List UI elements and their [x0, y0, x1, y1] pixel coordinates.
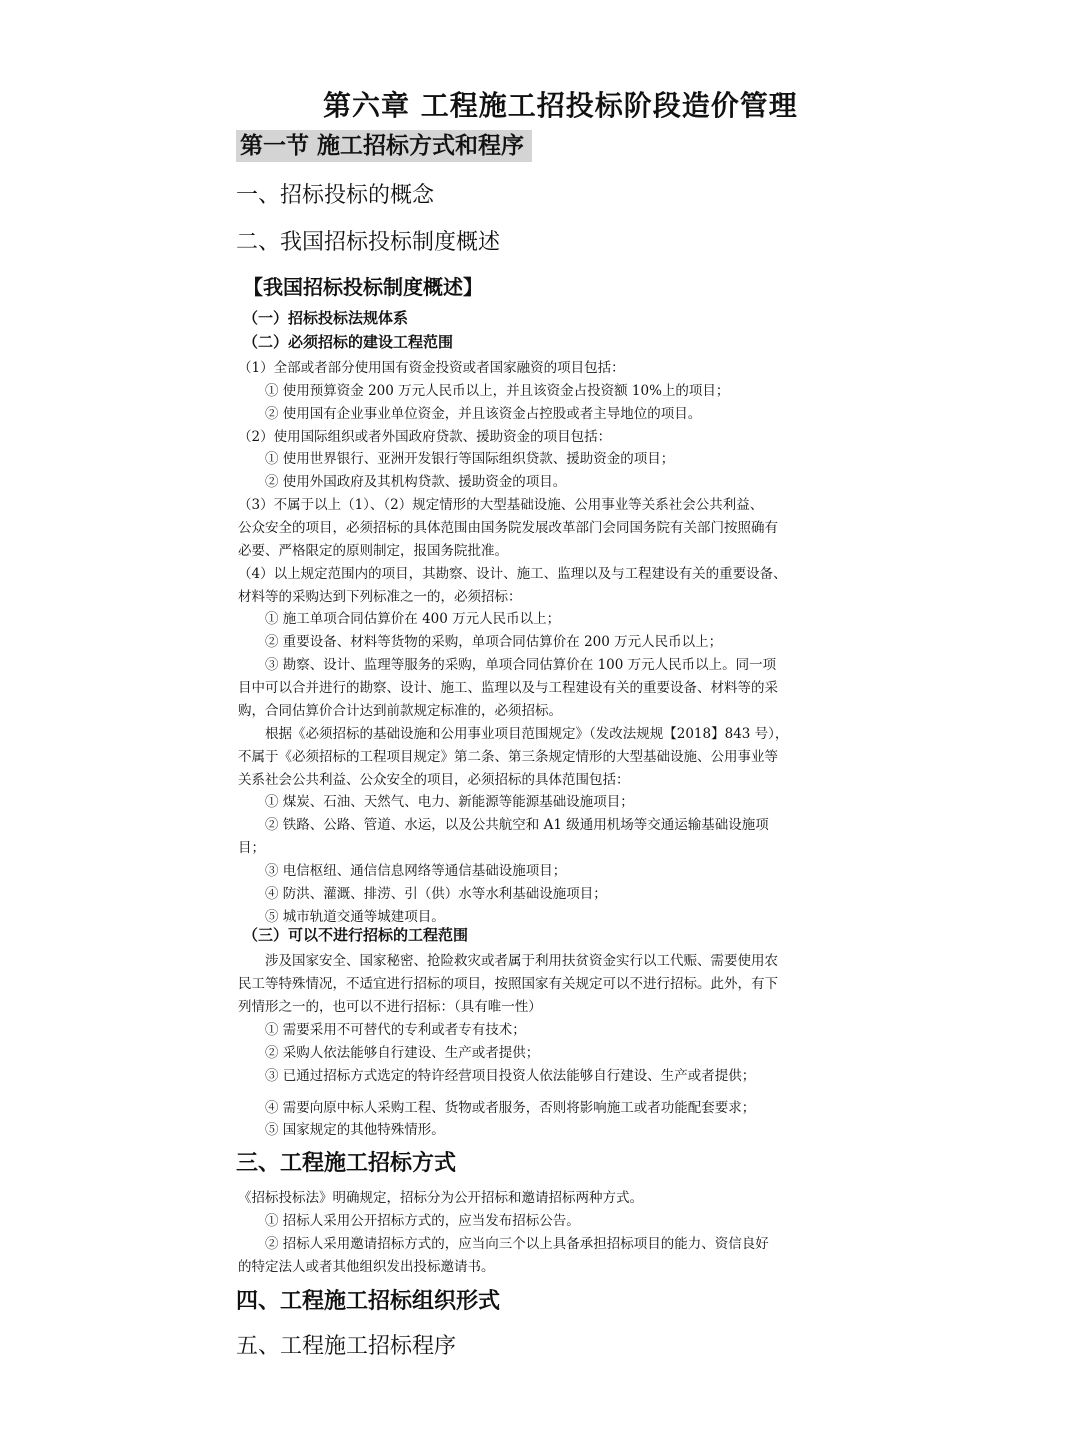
paragraph-line: 材料等的采购达到下列标准之一的，必须招标：: [238, 589, 522, 605]
paragraph-line: 购，合同估算价合计达到前款规定标准的，必须招标。: [238, 703, 562, 719]
section-title: 第一节 施工招标方式和程序: [236, 130, 532, 162]
list-item: ② 招标人采用邀请招标方式的，应当向三个以上具备承担招标项目的能力、资信良好: [265, 1236, 769, 1252]
heading-organization-forms: 四、工程施工招标组织形式: [236, 1288, 501, 1314]
subheading-must-bid-scope: （二）必须招标的建设工程范围: [243, 333, 454, 351]
list-item: ① 需要采用不可替代的专利或者专有技术；: [265, 1022, 526, 1038]
subheading-laws: （一）招标投标法规体系: [243, 309, 409, 327]
heading-bidding-procedure: 五、工程施工招标程序: [236, 1334, 457, 1359]
list-item: ⑤ 国家规定的其他特殊情形。: [265, 1122, 445, 1138]
list-item: ④ 需要向原中标人采购工程、货物或者服务，否则将影响施工或者功能配套要求；: [265, 1100, 756, 1116]
list-item: ② 采购人依法能够自行建设、生产或者提供；: [265, 1045, 540, 1061]
paragraph: 《招标投标法》明确规定，招标分为公开招标和邀请招标两种方式。: [238, 1190, 643, 1206]
list-item: ① 施工单项合同估算价在 400 万元人民币以上；: [265, 611, 561, 627]
list-item: ② 使用国有企业事业单位资金，并且该资金占控股或者主导地位的项目。: [265, 406, 702, 422]
list-item: ③ 电信枢纽、通信信息网络等通信基础设施项目；: [265, 863, 567, 879]
paragraph-line: （3）不属于以上（1）、（2）规定情形的大型基础设施、公用事业等关系社会公共利益、: [238, 497, 764, 513]
paragraph-line: 关系社会公共利益、公众安全的项目，必须招标的具体范围包括：: [238, 772, 630, 788]
chapter-title: 第六章 工程施工招投标阶段造价管理: [323, 89, 798, 122]
list-item: ④ 防洪、灌溉、排涝、引（供）水等水利基础设施项目；: [265, 886, 607, 902]
list-item: ③ 已通过招标方式选定的特许经营项目投资人依法能够自行建设、生产或者提供；: [265, 1068, 756, 1084]
list-item: ② 铁路、公路、管道、水运，以及公共航空和 A1 级通用机场等交通运输基础设施项: [265, 817, 769, 833]
paragraph-line: 公众安全的项目，必须招标的具体范围由国务院发展改革部门会同国务院有关部门按照确有: [238, 520, 778, 536]
subheading-exempt-scope: （三）可以不进行招标的工程范围: [243, 926, 469, 944]
heading-concept: 一、招标投标的概念: [236, 183, 435, 208]
paragraph-line: 的特定法人或者其他组织发出投标邀请书。: [238, 1259, 495, 1275]
list-item: ① 招标人采用公开招标方式的，应当发布招标公告。: [265, 1213, 580, 1229]
paragraph: （1）全部或者部分使用国有资金投资或者国家融资的项目包括：: [238, 360, 625, 376]
list-item: ① 使用世界银行、亚洲开发银行等国际组织贷款、援助资金的项目；: [265, 451, 675, 467]
list-item: ⑤ 城市轨道交通等城建项目。: [265, 909, 445, 925]
heading-bidding-methods: 三、工程施工招标方式: [236, 1150, 457, 1176]
paragraph-line: 民工等特殊情况，不适宜进行招标的项目，按照国家有关规定可以不进行招标。此外，有下: [238, 976, 778, 992]
paragraph-line: 根据《必须招标的基础设施和公用事业项目范围规定》（发改法规规【2018】843 号），: [265, 726, 789, 742]
paragraph-line: 涉及国家安全、国家秘密、抢险救灾或者属于利用扶贫资金实行以工代赈、需要使用农: [265, 953, 778, 969]
paragraph: （2）使用国际组织或者外国政府贷款、援助资金的项目包括：: [238, 429, 612, 445]
list-item: ② 重要设备、材料等货物的采购，单项合同估算价在 200 万元人民币以上；: [265, 634, 723, 650]
paragraph-line: 不属于《必须招标的工程项目规定》第二条、第三条规定情形的大型基础设施、公用事业等: [238, 749, 778, 765]
box-title: 【我国招标投标制度概述】: [243, 275, 483, 299]
heading-system-overview: 二、我国招标投标制度概述: [236, 230, 501, 255]
paragraph-line: 目中可以合并进行的勘察、设计、施工、监理以及与工程建设有关的重要设备、材料等的采: [238, 680, 778, 696]
paragraph-line: 必要、严格限定的原则制定，报国务院批准。: [238, 543, 508, 559]
list-item: ① 煤炭、石油、天然气、电力、新能源等能源基础设施项目；: [265, 794, 634, 810]
list-item: ② 使用外国政府及其机构贷款、援助资金的项目。: [265, 474, 567, 490]
list-item: ③ 勘察、设计、监理等服务的采购，单项合同估算价在 100 万元人民币以上。同一项: [265, 657, 777, 673]
paragraph-line: （4）以上规定范围内的项目，其勘察、设计、施工、监理以及与工程建设有关的重要设备、: [238, 566, 787, 582]
paragraph-line: 列情形之一的，也可以不进行招标：（具有唯一性）: [238, 999, 542, 1015]
list-item: ① 使用预算资金 200 万元人民币以上，并且该资金占投资额 10%上的项目；: [265, 383, 730, 399]
paragraph-line: 目；: [238, 840, 265, 856]
